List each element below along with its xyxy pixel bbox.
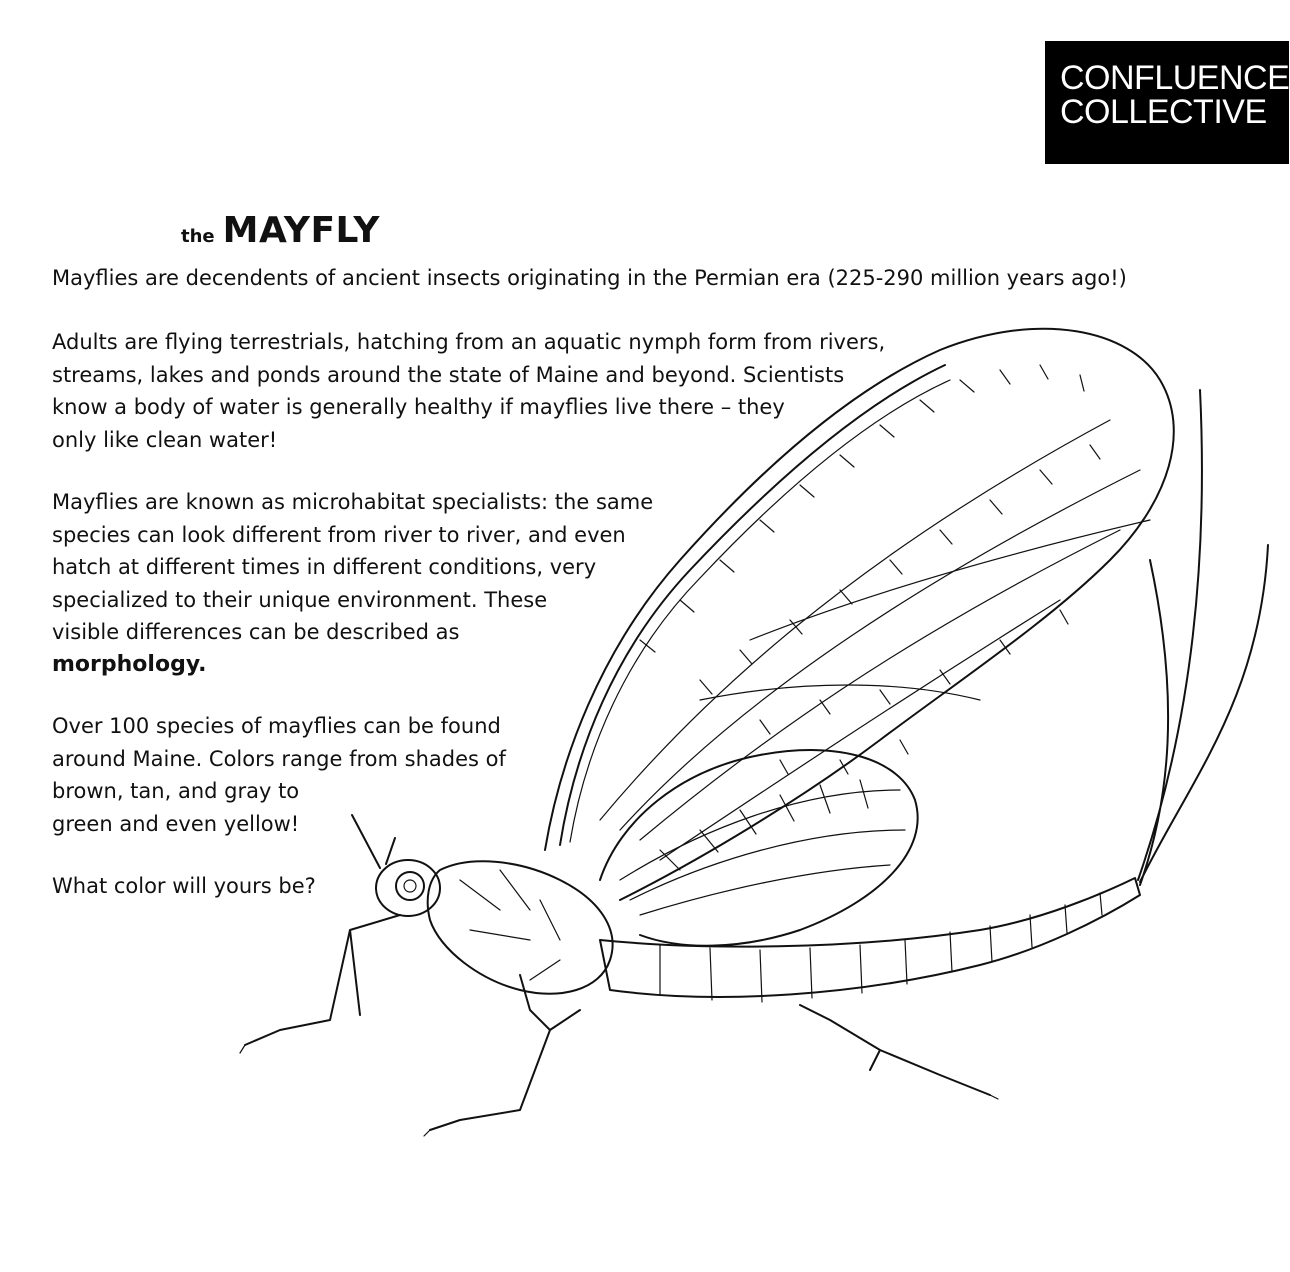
- forewing-vein: [640, 530, 1120, 840]
- text-line: species can look different from river to river, and even: [52, 522, 626, 547]
- text-line: green and even yellow!: [52, 811, 300, 836]
- head: [376, 860, 440, 916]
- tarsal-claws: [240, 1045, 998, 1136]
- forewing-vein: [600, 420, 1110, 820]
- intro-line: Mayflies are decendents of ancient insects originating in the Permian era (225-290 million years ago!): [52, 266, 1127, 290]
- question-line: What color will yours be?: [52, 874, 316, 898]
- logo-line-1: CONFLUENCE: [1060, 59, 1290, 97]
- page-title: [181, 210, 380, 251]
- abdomen: [600, 878, 1140, 997]
- text-line: hatch at different times in different conditions, very: [52, 555, 597, 579]
- abdomen-segments: [660, 893, 1102, 1002]
- paragraph-habitat: [52, 326, 885, 456]
- logo-line-2: COLLECTIVE: [1060, 93, 1267, 131]
- eye-pupil: [404, 880, 416, 892]
- paragraph-morphology: [52, 486, 653, 681]
- paragraph-colors: [52, 710, 506, 840]
- hindwing-veins: [620, 780, 905, 915]
- text-line: specialized to their unique environment. These: [52, 587, 548, 612]
- forewing-vein: [700, 685, 980, 700]
- text-line: Mayflies are known as microhabitat specialists: the same: [52, 490, 654, 514]
- middle-leg: [430, 975, 580, 1130]
- question-text: [52, 870, 316, 903]
- forewing-vein: [750, 520, 1150, 640]
- hindwing-outline: [600, 750, 918, 946]
- morphology-term: morphology.: [52, 651, 207, 677]
- thorax: [428, 861, 613, 993]
- text-line: streams, lakes and ponds around the state of Maine and beyond. Scientists: [52, 362, 845, 387]
- text-line: around Maine. Colors range from shades of: [52, 746, 506, 771]
- forewing-vein: [620, 470, 1140, 830]
- text-line: Adults are flying terrestrials, hatching from an aquatic nymph form from rivers,: [52, 330, 886, 354]
- tail-cerci: [1138, 390, 1268, 885]
- text-line: visible differences can be described as: [52, 620, 460, 644]
- front-leg: [245, 915, 400, 1045]
- text-line: know a body of water is generally healthy if mayflies live there – they: [52, 395, 785, 419]
- text-line: only like clean water!: [52, 427, 278, 452]
- forewing-vein: [660, 600, 1060, 860]
- thorax-plates: [460, 870, 560, 980]
- confluence-collective-logo: [1045, 41, 1289, 164]
- hind-leg: [800, 1005, 990, 1095]
- compound-eye: [396, 872, 424, 900]
- text-line: Over 100 species of mayflies can be found: [52, 714, 501, 738]
- title-main: MAYFLY: [222, 210, 380, 251]
- text-line: brown, tan, and gray to: [52, 779, 300, 803]
- title-prefix: the: [181, 226, 215, 247]
- intro-text: [52, 262, 1127, 295]
